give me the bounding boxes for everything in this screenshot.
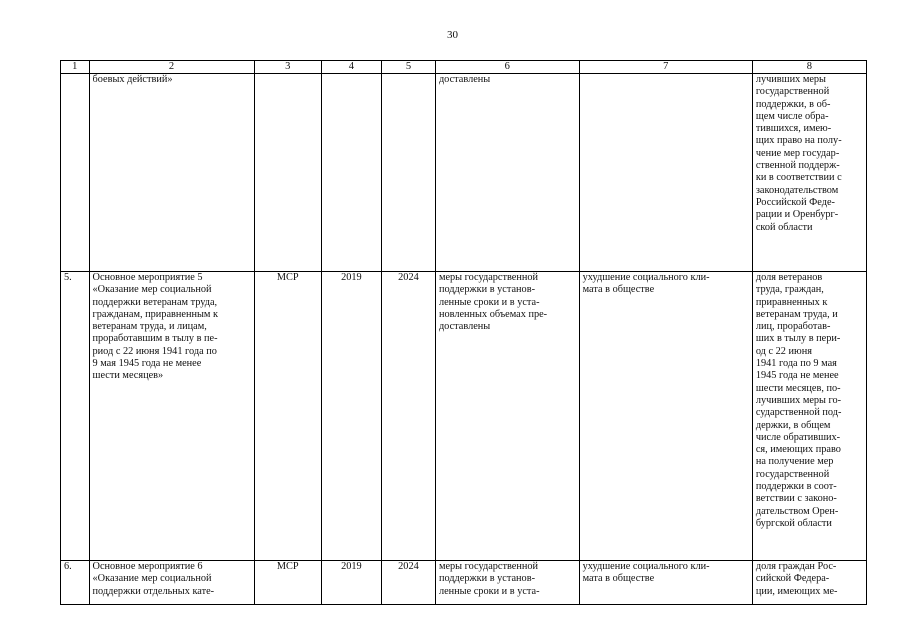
end-year-cell [381,74,435,272]
column-header: 4 [321,61,381,74]
start-year-cell [321,74,381,272]
row-number-cell [61,74,90,272]
result-cell: меры государственной поддержки в установ- ленные сроки и в уста- [435,561,579,605]
start-year-cell: 2019 [321,561,381,605]
row-number-cell: 6. [61,561,90,605]
executor-cell [254,74,321,272]
measures-table [60,60,867,605]
result-cell: меры государственной поддержки в установ- ленные сроки и в уста- новленных объемах пре- доставлены [435,272,579,561]
table-row [61,561,867,605]
column-header: 3 [254,61,321,74]
measure-cell: Основное мероприятие 5 «Оказание мер социальной поддержки ветеранам труда, гражданам, приравненным к ветеранам труда, и лицам, проработавшим в тылу в пе- риод с 22 июня 1941 года по 9 мая 1945 года не менее шести месяцев» [89,272,254,561]
result-cell: доставлены [435,74,579,272]
start-year-cell: 2019 [321,272,381,561]
executor-cell: МСР [254,272,321,561]
indicator-cell: доля ветеранов труда, граждан, приравненных к ветеранам труда, и лиц, проработав- ших в тылу в пери- од с 22 июня 1941 года по 9 мая 1945 года не менее шести месяцев, по- лучивших меры го- сударственной под- держки, в общем числе обративших- ся, имеющих право на получение мер государственной поддержки в соот- ветствии с законо- дательством Орен- бургской области [752,272,866,561]
column-header: 5 [381,61,435,74]
row-number-cell: 5. [61,272,90,561]
indicator-cell: лучивших меры государственной поддержки, в об- щем числе обра- тившихся, имею- щих право на полу- чение мер государ- ственной поддерж- ки в соответствии с законодательством Российской Феде- рации и Оренбург- ской области [752,74,866,272]
column-header: 2 [89,61,254,74]
consequences-cell: ухудшение социального кли- мата в обществе [579,272,752,561]
column-header: 6 [435,61,579,74]
consequences-cell: ухудшение социального кли- мата в обществе [579,561,752,605]
page-number: 30 [447,29,458,41]
consequences-cell [579,74,752,272]
table-row [61,74,867,272]
column-header: 7 [579,61,752,74]
column-number-row [61,61,867,74]
indicator-cell: доля граждан Рос- сийской Федера- ции, имеющих ме- [752,561,866,605]
column-header: 8 [752,61,866,74]
end-year-cell: 2024 [381,272,435,561]
executor-cell: МСР [254,561,321,605]
end-year-cell: 2024 [381,561,435,605]
table-row [61,272,867,561]
column-header: 1 [61,61,90,74]
measure-cell: боевых действий» [89,74,254,272]
measure-cell: Основное мероприятие 6 «Оказание мер социальной поддержки отдельных кате- [89,561,254,605]
